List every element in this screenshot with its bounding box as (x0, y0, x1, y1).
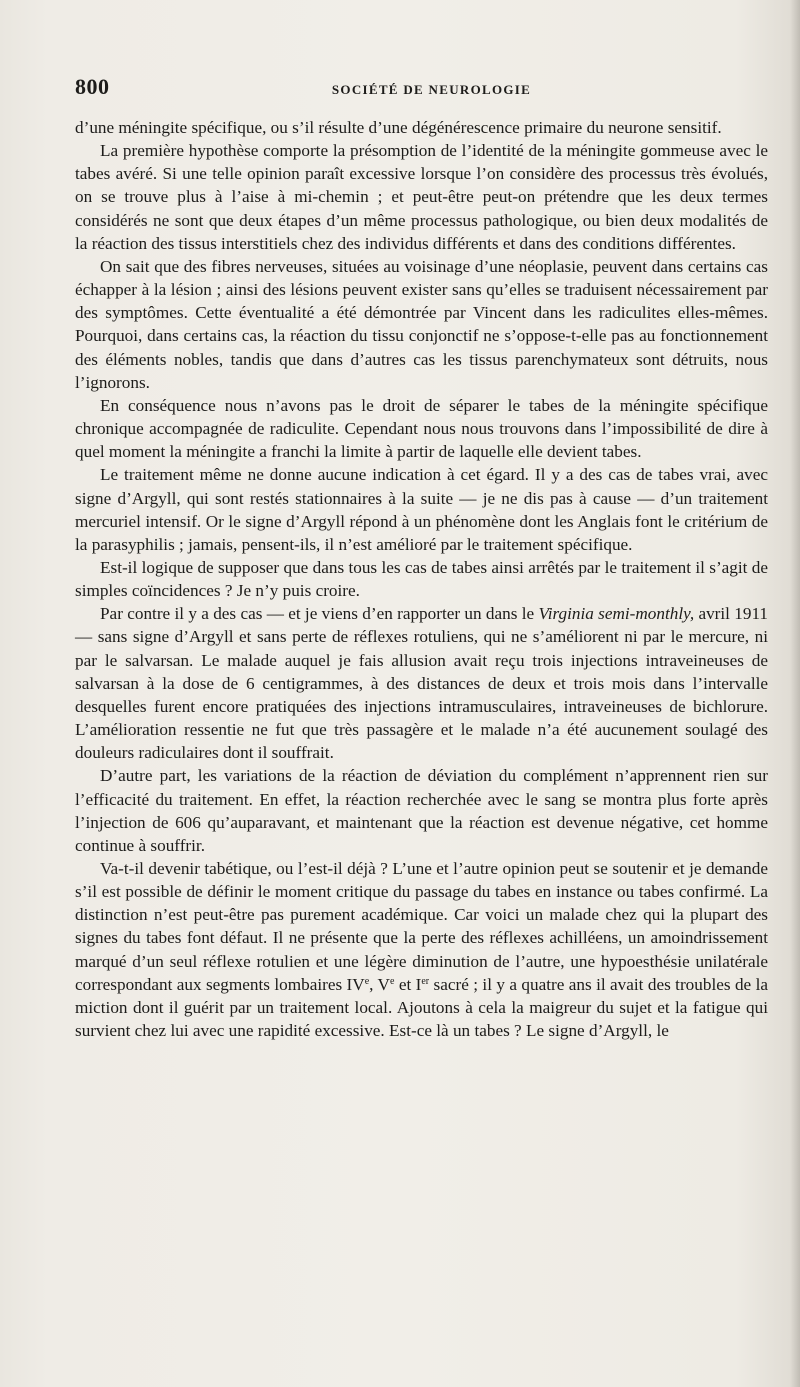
text-run: Le traitement même ne donne aucune indication à cet égard. Il y a des cas de tabes vrai, avec signe d’Argyll, qui sont restés stationnaires à la suite — je ne dis pas à cause — d’un traitement mercuriel intensif. Or le signe d’Argyll répond à un phénomène dont les Anglais font le critérium de la parasyphilis ; jamais, pensent-ils, il n’est amélioré par le traitement spécifique. (75, 465, 768, 554)
paragraph (75, 556, 768, 602)
superscript: e (389, 975, 395, 987)
paragraph (75, 116, 768, 139)
text-run: , V (369, 974, 390, 994)
text-run: En conséquence nous n’avons pas le droit de séparer le tabes de la méningite spécifique chronique accompagnée de radiculite. Cependant nous nous trouvons dans l’impossibilité de dire à quel moment la méningite a franchi la limite à partir de laquelle elle devient tabes. (75, 395, 768, 462)
paragraph (75, 139, 768, 255)
text-run: avril 1911 — sans signe d’Argyll et sans perte de réflexes rotuliens, qui ne s’améliorent ni par le mercure, ni par le salvarsan. Le malade auquel je fais allusion avait reçu trois injections intraveineuses de salvarsan à la dose de 6 centigrammes, à des distances de deux et trois mois dans l’intervalle desquelles furent encore pratiquées des injections intramusculaires, intraveineuses de bichlorure. L’amélioration ressentie ne fut que très passagère et le malade n’a été aucunement soulagé des douleurs radiculaires dont il souffrait. (75, 604, 768, 763)
running-head: SOCIÉTÉ DE NEUROLOGIE (331, 82, 532, 97)
paragraph (75, 764, 768, 857)
paragraph (75, 602, 768, 764)
text-run: La première hypothèse comporte la présomption de l’identité de la méningite gommeuse avec le tabes avéré. Si une telle opinion paraît excessive lorsque l’on considère des processus très évolués, on se trouve plus à l’aise à mi-chemin ; et peut-être peut-on prétendre que les deux termes considérés ne sont que deux étapes d’un même processus pathologique, ou bien deux modalités de la réaction des tissus interstitiels chez des individus différents et dans des conditions différentes. (75, 141, 768, 253)
page-edge-shadow (790, 0, 800, 1387)
paragraph (75, 394, 768, 463)
italic-text: Virginia semi-monthly, (538, 604, 695, 624)
text-run: On sait que des fibres nerveuses, situées au voisinage d’une néoplasie, peuvent dans certains cas échapper à la lésion ; ainsi des lésions peuvent exister sans qu’elles se traduisent nécessairement par des symptômes. Cette éventualité a été démontrée par Vincent dans les radiculites elles-mêmes. Pourquoi, dans certains cas, la réaction du tissu conjonctif ne s’oppose-t-elle pas au fonctionnement des éléments nobles, tandis que dans d’autres cas les tissus parenchymateux sont détruits, nous l’ignorons. (75, 256, 768, 392)
body-text (75, 116, 768, 1042)
text-run: Par contre il y a des cas — et je viens d’en rapporter un dans le (100, 604, 539, 624)
superscript: er (421, 975, 430, 987)
text-run: Est-il logique de supposer que dans tous les cas de tabes ainsi arrêtés par le traitement il s’agit de simples coïncidences ? Je n’y puis croire. (75, 557, 768, 601)
text-run: d’une méningite spécifique, ou s’il résulte d’une dégénérescence primaire du neurone sensitif. (75, 118, 722, 137)
text-run: sacré ; il y a quatre ans il avait des troubles de la miction dont il guérit par un traitement local. Ajoutons à cela la maigreur du sujet et la fatigue qui survient chez lui avec une rapidité excessive. Est-ce là un tabes ? Le signe d’Argyll, le (75, 974, 768, 1041)
paragraph (75, 463, 768, 556)
text-run: et I (394, 974, 422, 994)
text-run: D’autre part, les variations de la réaction de déviation du complément n’apprennent rien sur l’efficacité du traitement. En effet, la réaction recherchée avec le sang se montra plus forte après l’injection de 606 qu’auparavant, et maintenant que la réaction est devenue négative, cet homme continue à souffrir. (75, 766, 768, 855)
superscript: e (364, 975, 370, 987)
paragraph (75, 857, 768, 1042)
page-header (75, 74, 768, 102)
page-number: 800 (75, 74, 110, 99)
text-run: Va-t-il devenir tabétique, ou l’est-il déjà ? L’une et l’autre opinion peut se soutenir et je demande s’il est possible de définir le moment critique du passage du tabes en instance ou tabes confirmé. La distinction n’est peut-être pas purement académique. Car voici un malade chez qui la plupart des signes du tabes font défaut. Il ne présente que la perte des réflexes achilléens, un amoindrissement marqué d’un seul réflexe rotulien et une légère diminution de l’autre, une hypoesthésie unilatérale correspondant aux segments lombaires IV (75, 859, 768, 994)
paragraph (75, 255, 768, 394)
